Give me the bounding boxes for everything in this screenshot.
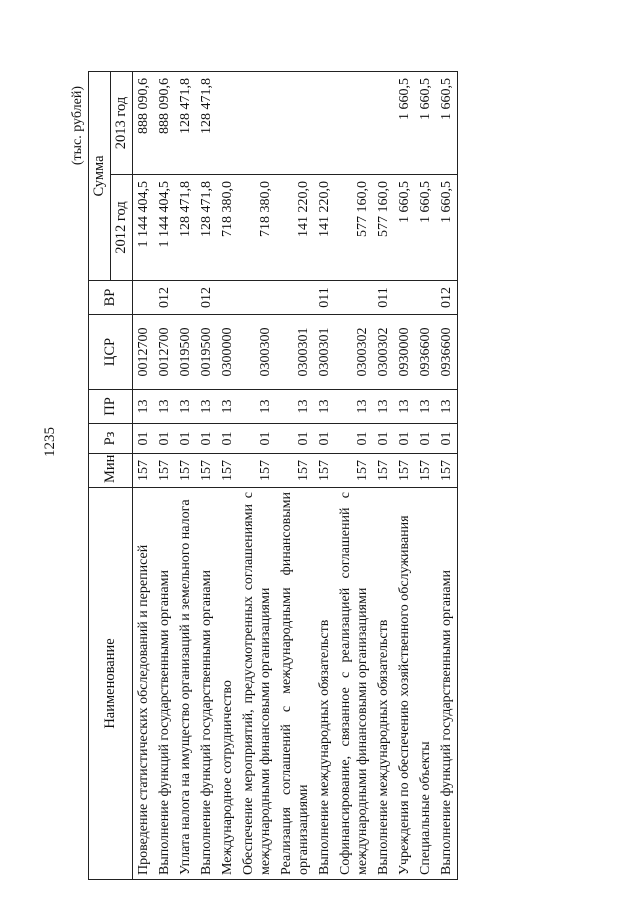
cell-y2013: [217, 72, 238, 175]
table-row: [373, 72, 394, 880]
table-row: [335, 72, 373, 880]
cell-name: Уплата налога на имущество организаций и земельного налога: [175, 488, 196, 880]
table-row: [133, 72, 155, 880]
cell-rz: 01: [175, 424, 196, 454]
cell-pr: 13: [314, 390, 335, 424]
header-min: Мин: [89, 454, 133, 488]
cell-name: Выполнение функций государственными органами: [196, 488, 217, 880]
cell-csr: 0300301: [276, 315, 314, 390]
budget-table: [88, 71, 458, 880]
cell-pr: 13: [133, 390, 155, 424]
cell-pr: 13: [276, 390, 314, 424]
cell-vr: [335, 281, 373, 315]
header-csr: ЦСР: [89, 315, 133, 390]
cell-min: 157: [436, 454, 458, 488]
cell-y2013: 1 660,5: [415, 72, 436, 175]
cell-pr: 13: [154, 390, 175, 424]
cell-name: Софинансирование, связанное с реализацией соглашений с международными финансовыми организациями: [335, 488, 373, 880]
header-name: Наименование: [89, 488, 133, 880]
header-vr: ВР: [89, 281, 133, 315]
table-row: [154, 72, 175, 880]
cell-pr: 13: [217, 390, 238, 424]
cell-y2012: 128 471,8: [196, 175, 217, 281]
cell-min: 157: [415, 454, 436, 488]
cell-name: Выполнение функций государственными органами: [154, 488, 175, 880]
cell-vr: 012: [436, 281, 458, 315]
cell-csr: 0019500: [196, 315, 217, 390]
cell-csr: 0300301: [314, 315, 335, 390]
cell-name: Специальные объекты: [415, 488, 436, 880]
cell-pr: 13: [373, 390, 394, 424]
cell-min: 157: [314, 454, 335, 488]
cell-rz: 01: [373, 424, 394, 454]
cell-rz: 01: [154, 424, 175, 454]
cell-y2013: 888 090,6: [133, 72, 155, 175]
cell-vr: 012: [154, 281, 175, 315]
cell-y2012: 141 220,0: [276, 175, 314, 281]
cell-y2012: 718 380,0: [217, 175, 238, 281]
cell-pr: 13: [175, 390, 196, 424]
table-header: [89, 72, 133, 880]
cell-vr: 011: [314, 281, 335, 315]
cell-y2012: 1 660,5: [394, 175, 415, 281]
cell-min: 157: [238, 454, 276, 488]
cell-vr: 012: [196, 281, 217, 315]
cell-csr: 0300300: [238, 315, 276, 390]
cell-y2013: 128 471,8: [175, 72, 196, 175]
cell-name: Выполнение международных обязательств: [314, 488, 335, 880]
header-rz: Рз: [89, 424, 133, 454]
cell-rz: 01: [133, 424, 155, 454]
cell-vr: [238, 281, 276, 315]
cell-y2012: 1 660,5: [415, 175, 436, 281]
cell-csr: 0300302: [335, 315, 373, 390]
cell-y2013: 128 471,8: [196, 72, 217, 175]
cell-pr: 13: [196, 390, 217, 424]
cell-name: Учреждения по обеспечению хозяйственного обслуживания: [394, 488, 415, 880]
cell-rz: 01: [217, 424, 238, 454]
cell-vr: [217, 281, 238, 315]
cell-name: Реализация соглашений с международными финансовыми организациями: [276, 488, 314, 880]
table-row: [394, 72, 415, 880]
table-row: [175, 72, 196, 880]
table-row: [436, 72, 458, 880]
header-2013: 2013 год: [111, 72, 133, 175]
rotated-page: [70, 80, 580, 880]
cell-rz: 01: [314, 424, 335, 454]
cell-csr: 0936600: [436, 315, 458, 390]
cell-min: 157: [276, 454, 314, 488]
cell-min: 157: [373, 454, 394, 488]
cell-pr: 13: [238, 390, 276, 424]
cell-rz: 01: [415, 424, 436, 454]
cell-y2012: 577 160,0: [373, 175, 394, 281]
table-body: [133, 72, 458, 880]
cell-vr: [175, 281, 196, 315]
cell-rz: 01: [238, 424, 276, 454]
cell-rz: 01: [276, 424, 314, 454]
cell-vr: [133, 281, 155, 315]
table-row: [217, 72, 238, 880]
cell-pr: 13: [415, 390, 436, 424]
cell-vr: 011: [373, 281, 394, 315]
cell-min: 157: [154, 454, 175, 488]
cell-y2013: [238, 72, 276, 175]
cell-min: 157: [217, 454, 238, 488]
cell-pr: 13: [335, 390, 373, 424]
cell-y2012: 718 380,0: [238, 175, 276, 281]
cell-csr: 0300000: [217, 315, 238, 390]
cell-rz: 01: [394, 424, 415, 454]
cell-rz: 01: [335, 424, 373, 454]
cell-rz: 01: [436, 424, 458, 454]
cell-min: 157: [335, 454, 373, 488]
cell-name: Выполнение международных обязательств: [373, 488, 394, 880]
cell-min: 157: [394, 454, 415, 488]
cell-y2012: 1 144 404,5: [154, 175, 175, 281]
cell-y2012: 1 144 404,5: [133, 175, 155, 281]
table-row: [196, 72, 217, 880]
cell-y2013: 1 660,5: [394, 72, 415, 175]
cell-name: Выполнение функций государственными органами: [436, 488, 458, 880]
cell-csr: 0930000: [394, 315, 415, 390]
cell-y2013: [373, 72, 394, 175]
cell-y2012: 141 220,0: [314, 175, 335, 281]
cell-y2013: [335, 72, 373, 175]
units-note: (тыс. рублей): [70, 86, 85, 166]
cell-vr: [415, 281, 436, 315]
cell-csr: 0300302: [373, 315, 394, 390]
cell-min: 157: [196, 454, 217, 488]
page-number: 1235: [42, 427, 58, 457]
cell-csr: 0012700: [133, 315, 155, 390]
cell-y2013: [314, 72, 335, 175]
cell-csr: 0019500: [175, 315, 196, 390]
cell-name: Обеспечение мероприятий, предусмотренных соглашениями с международными финансовыми организациями: [238, 488, 276, 880]
cell-min: 157: [133, 454, 155, 488]
cell-name: Международное сотрудничество: [217, 488, 238, 880]
cell-csr: 0012700: [154, 315, 175, 390]
cell-vr: [394, 281, 415, 315]
table-row: [314, 72, 335, 880]
cell-min: 157: [175, 454, 196, 488]
cell-rz: 01: [196, 424, 217, 454]
table-row: [415, 72, 436, 880]
cell-y2013: 888 090,6: [154, 72, 175, 175]
cell-y2012: 128 471,8: [175, 175, 196, 281]
cell-y2013: 1 660,5: [436, 72, 458, 175]
cell-name: Проведение статистических обследований и переписей: [133, 488, 155, 880]
cell-y2012: 577 160,0: [335, 175, 373, 281]
cell-csr: 0936600: [415, 315, 436, 390]
header-pr: ПР: [89, 390, 133, 424]
cell-vr: [276, 281, 314, 315]
table-row: [276, 72, 314, 880]
cell-pr: 13: [394, 390, 415, 424]
header-sum: Сумма: [89, 72, 111, 281]
table-row: [238, 72, 276, 880]
header-2012: 2012 год: [111, 175, 133, 281]
cell-y2013: [276, 72, 314, 175]
cell-y2012: 1 660,5: [436, 175, 458, 281]
cell-pr: 13: [436, 390, 458, 424]
